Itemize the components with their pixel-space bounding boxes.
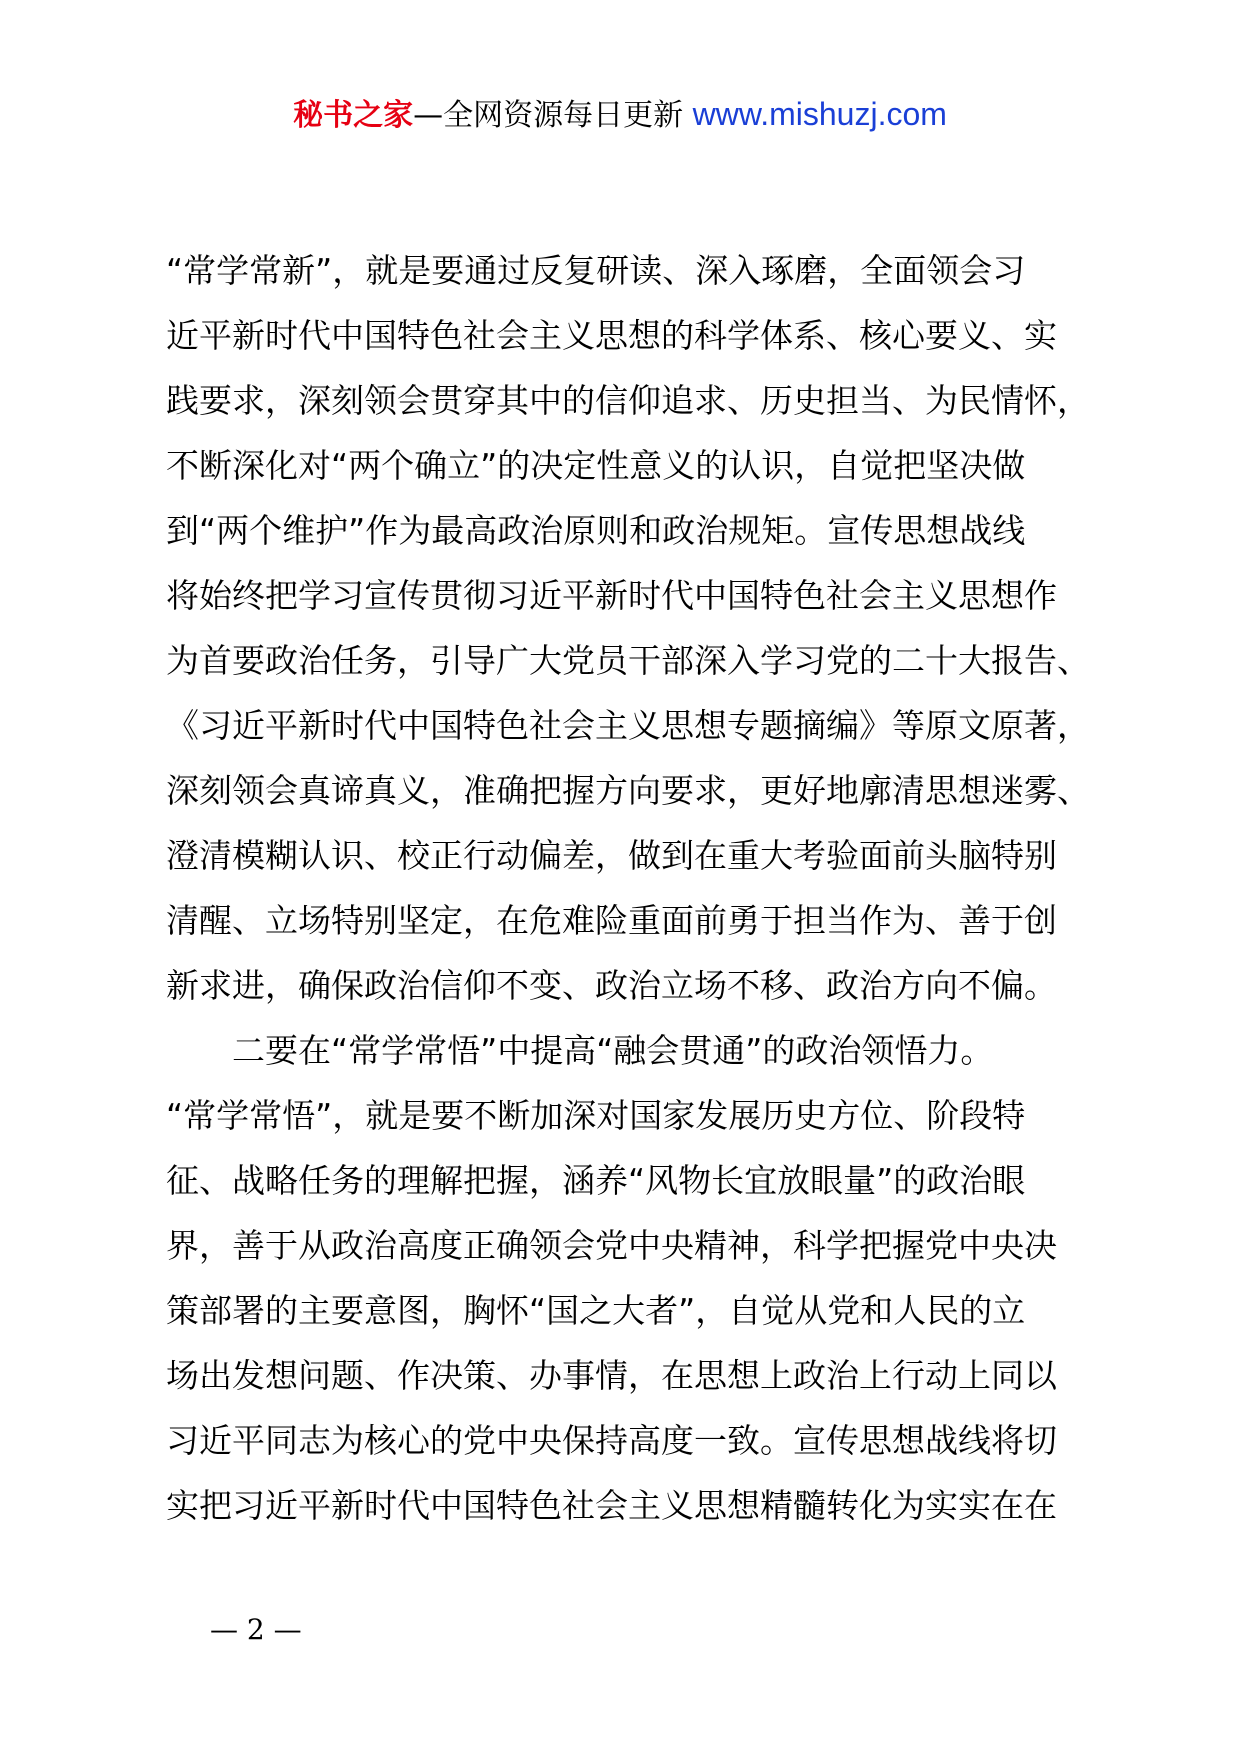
text-line: 澄清模糊认识、校正行动偏差，做到在重大考验面前头脑特别 [166, 836, 1057, 875]
page-number: — 2 — [210, 1613, 302, 1646]
text-line: 深刻领会真谛真义，准确把握方向要求，更好地廓清思想迷雾、 [166, 771, 1090, 810]
text-line: 界，善于从政治高度正确领会党中央精神，科学把握党中央决 [166, 1226, 1057, 1265]
text-line: 将始终把学习宣传贯彻习近平新时代中国特色社会主义思想作 [166, 576, 1057, 615]
text-line: 征、战略任务的理解把握，涵养“风物长宜放眼量”的政治眼 [166, 1161, 1026, 1200]
section-heading-line: 二要在“常学常悟”中提高“融会贯通”的政治领悟力。 [166, 1031, 994, 1070]
text-line: 实把习近平新时代中国特色社会主义思想精髓转化为实实在在 [166, 1486, 1057, 1525]
site-brand: 秘书之家 [293, 98, 414, 133]
site-slogan: —全网资源每日更新 [413, 98, 693, 133]
text-line: 《习近平新时代中国特色社会主义思想专题摘编》等原文原著， [166, 706, 1090, 745]
text-line: 新求进，确保政治信仰不变、政治立场不移、政治方向不偏。 [166, 966, 1057, 1005]
text-line: 清醒、立场特别坚定，在危难险重面前勇于担当作为、善于创 [166, 901, 1057, 940]
text-line: 到“两个维护”作为最高政治原则和政治规矩。宣传思想战线 [166, 511, 1026, 550]
text-line: 为首要政治任务，引导广大党员干部深入学习党的二十大报告、 [166, 641, 1090, 680]
text-line: 习近平同志为核心的党中央保持高度一致。宣传思想战线将切 [166, 1421, 1057, 1460]
text-line: 近平新时代中国特色社会主义思想的科学体系、核心要义、实 [166, 316, 1057, 355]
text-line: 场出发想问题、作决策、办事情，在思想上政治上行动上同以 [166, 1356, 1057, 1395]
site-url-link[interactable]: www.mishuzj.com [692, 96, 947, 132]
site-header [0, 94, 1240, 136]
text-line: 策部署的主要意图，胸怀“国之大者”，自觉从党和人民的立 [166, 1291, 1026, 1330]
document-body [166, 238, 1126, 1538]
text-line: “常学常新”，就是要通过反复研读、深入琢磨，全面领会习 [166, 251, 1026, 290]
text-line: 不断深化对“两个确立”的决定性意义的认识，自觉把坚决做 [166, 446, 1026, 485]
text-line: “常学常悟”，就是要不断加深对国家发展历史方位、阶段特 [166, 1096, 1026, 1135]
text-line: 践要求，深刻领会贯穿其中的信仰追求、历史担当、为民情怀， [166, 381, 1090, 420]
